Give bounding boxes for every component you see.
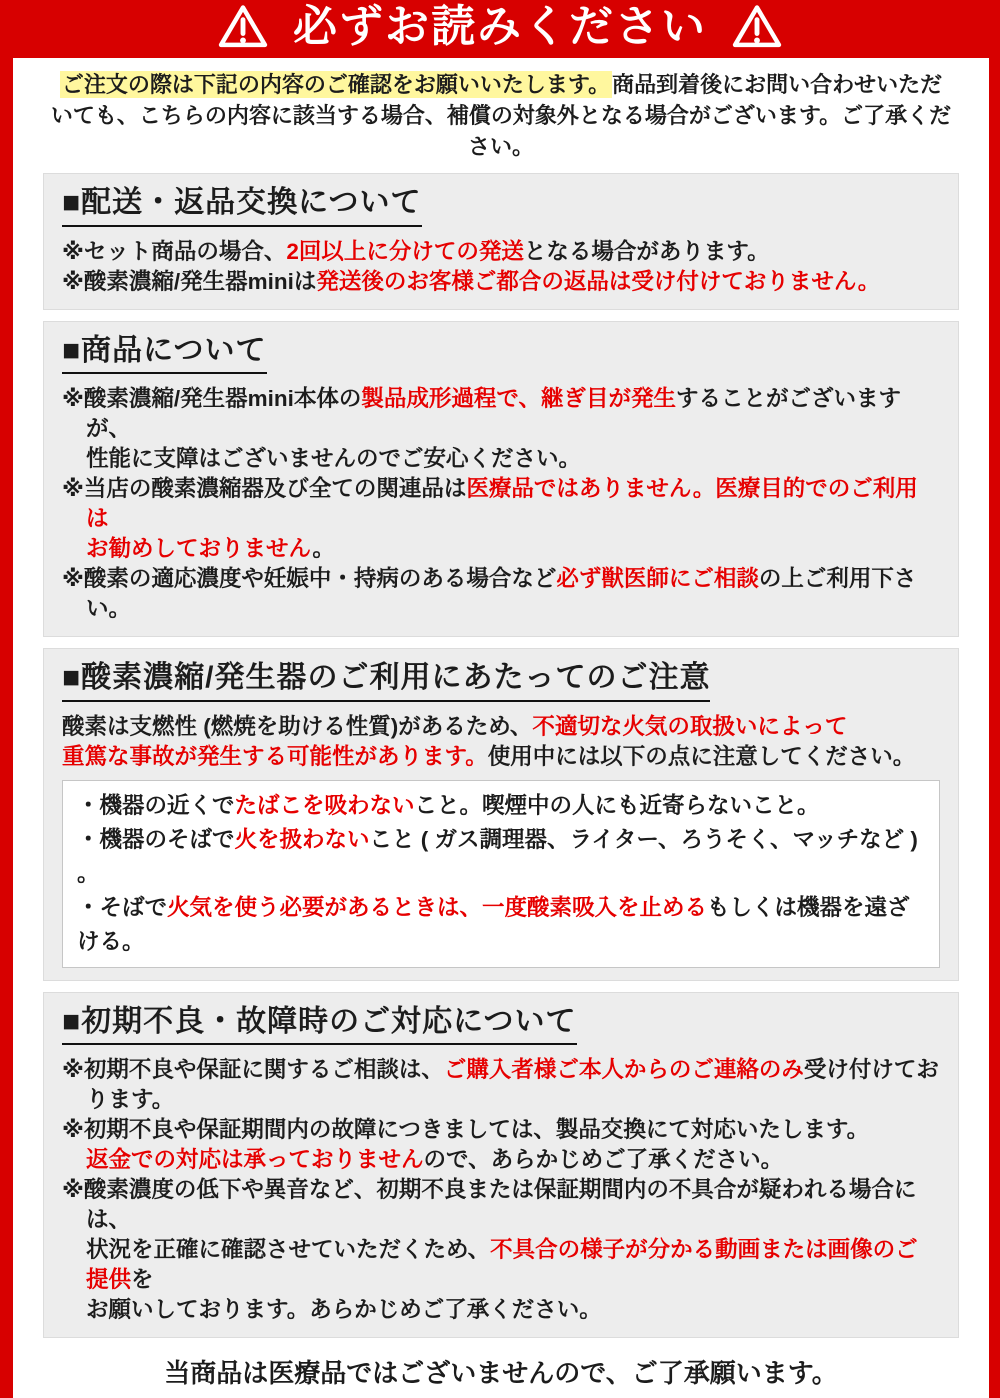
red-text: 医療品ではありません。医療目的でのご利用は (86, 476, 918, 531)
page-title: 必ずお読みください (293, 2, 707, 51)
text-segment: することがございますが、 (86, 386, 901, 441)
content-sheet (13, 58, 989, 1398)
text-segment: 状況を正確に確認させていただくため、 (86, 1237, 491, 1262)
text-segment: ・そばで (77, 894, 168, 920)
shipping-line-2 (62, 267, 940, 297)
product-line-3 (62, 474, 940, 534)
section-product-heading: ■商品について (62, 334, 267, 375)
red-text: 重篤な事故が発生する可能性があります。 (62, 743, 488, 769)
footer-disclaimer: 当商品は医療品ではございませんので、ご了承願います。 (164, 1358, 838, 1388)
usage-para-line-1 (62, 712, 940, 742)
text-segment: ※当店の酸素濃縮器及び全ての関連品は (62, 476, 467, 501)
caution-bullet-2 (77, 823, 925, 891)
text-segment: の上ご利用下さい。 (86, 566, 917, 621)
text-segment: もしくは機器を遠ざける。 (77, 894, 910, 954)
defect-line-3 (62, 1145, 940, 1175)
defect-line-2: ※初期不良や保証期間内の故障につきましては、製品交換にて対応いたします。 (62, 1117, 870, 1142)
caution-bullet-3 (77, 891, 925, 959)
red-text: お勧めしておりません (86, 536, 313, 561)
text-segment: を (131, 1267, 154, 1292)
warning-header (0, 0, 1000, 58)
section-usage-heading: ■酸素濃縮/発生器のご利用にあたってのご注意 (62, 661, 710, 702)
warning-triangle-icon (731, 3, 783, 56)
highlighted-text: ご注文の際は下記の内容のご確認をお願いいたします。 (61, 72, 611, 97)
defect-line-6: お願いしております。あらかじめご了承ください。 (86, 1297, 602, 1322)
red-text: たばこを吸わない (234, 792, 415, 818)
caution-bullet-1 (77, 789, 925, 823)
fire-caution-list (62, 780, 940, 968)
defect-line-1 (62, 1055, 940, 1115)
red-text: 火気を使う必要があるときは、一度酸素吸入を止める (167, 894, 708, 920)
red-text: 2回以上に分けての発送 (286, 238, 524, 264)
product-line-2: 性能に支障はございませんのでご安心ください。 (86, 446, 582, 471)
intro-note (43, 69, 959, 162)
red-text: 必ず獣医師にご相談 (556, 566, 759, 591)
product-line-5 (62, 564, 940, 624)
product-line-1 (62, 384, 940, 444)
text-segment: 。 (312, 536, 335, 561)
red-text: 発送後のお客様ご都合の返品は受け付けておりません。 (316, 268, 881, 294)
product-line-4 (62, 534, 940, 564)
text-segment: 商品到着後にお問い合わせいただ (612, 72, 943, 97)
defect-line-4: ※酸素濃度の低下や異音など、初期不良または保証期間内の不具合が疑われる場合には、 (62, 1177, 917, 1232)
intro-line-1 (43, 69, 959, 100)
text-segment: ・機器のそばで (77, 826, 235, 852)
text-segment: ※酸素濃縮/発生器miniは (62, 268, 317, 294)
red-text: ご購入者様ご本人からのご連絡のみ (443, 1057, 804, 1082)
text-segment: ので、あらかじめご了承ください。 (423, 1147, 784, 1172)
section-defect-support (43, 992, 959, 1339)
red-text: 不具合の様子が分かる動画または画像のご提供 (86, 1237, 918, 1292)
section-shipping-heading: ■配送・返品交換について (62, 186, 422, 227)
text-segment: こと ( ガス調理器、ライター、ろうそく、マッチなど ) 。 (77, 826, 918, 886)
section-shipping (43, 173, 959, 310)
shipping-line-1 (62, 237, 940, 267)
section-product (43, 321, 959, 638)
text-segment: こと。喫煙中の人にも近寄らないこと。 (414, 792, 820, 818)
text-segment: ※酸素の適応濃度や妊娠中・持病のある場合など (62, 566, 557, 591)
text-segment: 酸素は支燃性 (燃焼を助ける性質)があるため、 (62, 713, 533, 739)
section-defect-heading: ■初期不良・故障時のご対応について (62, 1005, 577, 1046)
warning-triangle-icon (217, 3, 269, 56)
defect-line-5 (62, 1235, 940, 1295)
text-segment: 使用中には以下の点に注意してください。 (487, 743, 916, 769)
text-segment: ※セット商品の場合、 (62, 238, 287, 264)
red-text: 返金での対応は承っておりません (86, 1147, 424, 1172)
text-segment: 受け付けております。 (86, 1057, 939, 1112)
intro-line-2: いても、こちらの内容に該当する場合、補償の対象外となる場合がございます。ご了承ください。 (50, 103, 952, 159)
usage-para-line-2 (62, 742, 940, 772)
text-segment: ※酸素濃縮/発生器mini本体の (62, 386, 362, 411)
red-text: 製品成形過程で、継ぎ目が発生 (361, 386, 676, 411)
section-usage-caution (43, 648, 959, 981)
text-segment: ※初期不良や保証に関するご相談は、 (62, 1057, 444, 1082)
red-text: 不適切な火気の取扱いによって (532, 713, 848, 739)
text-segment: となる場合があります。 (523, 238, 770, 264)
red-text: 火を扱わない (234, 826, 370, 852)
text-segment: ・機器の近くで (77, 792, 235, 818)
